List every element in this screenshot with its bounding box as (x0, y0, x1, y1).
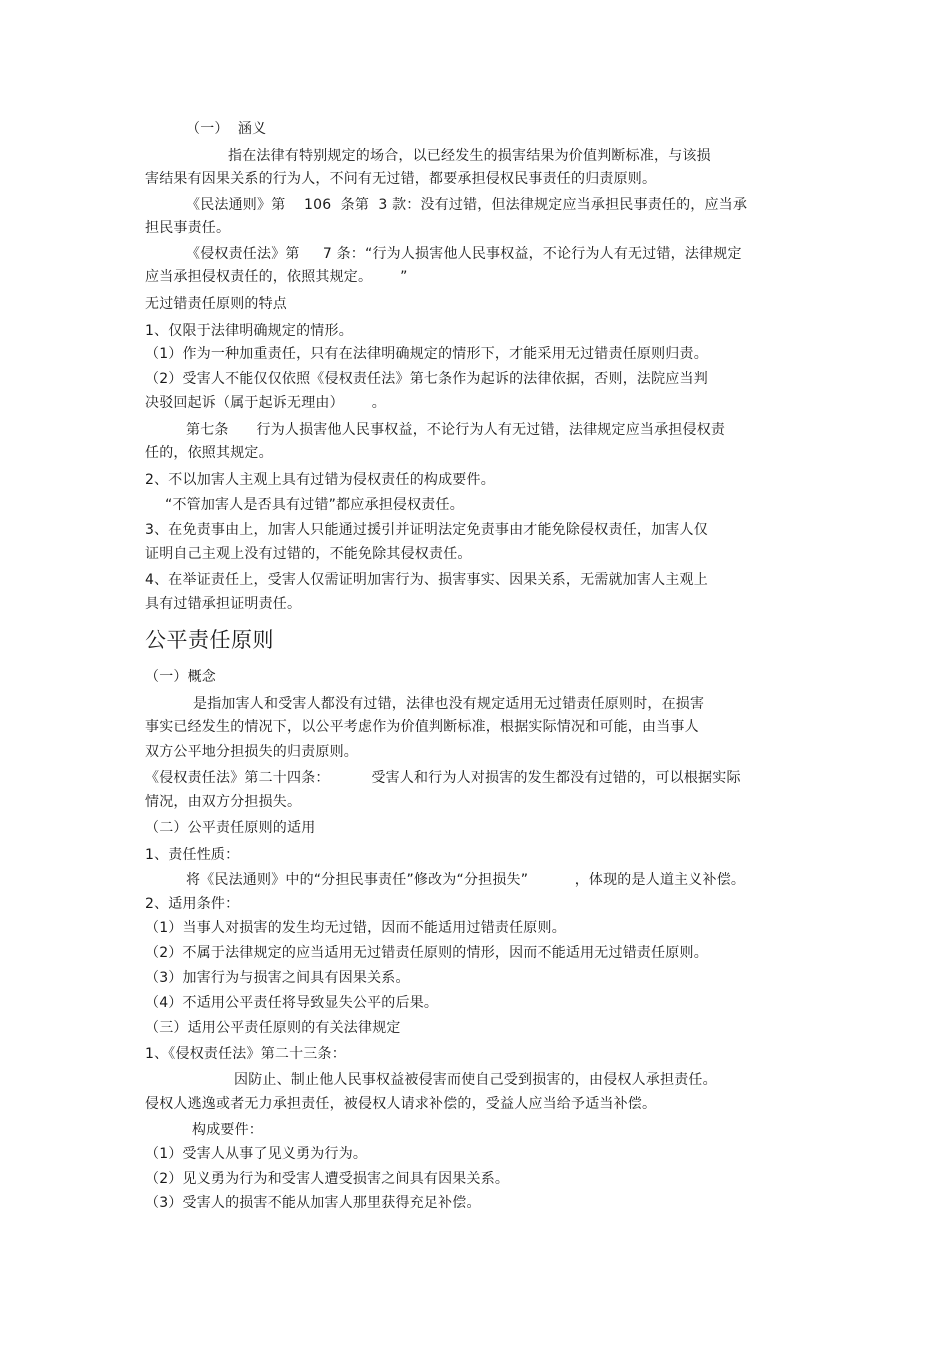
nature-text: 将《民法通则》中的“分担民事责任”修改为“分担损失” ，体现的是人道主义补偿。 (186, 872, 746, 888)
condition-4: （4）不适用公平责任将导致显失公平的后果。 (145, 995, 439, 1011)
definition-line-2: 害结果有因果关系的行为人，不问有无过错，都要承担侵权民事责任的归责原则。 (145, 171, 657, 187)
tort-law-line-1: 《侵权责任法》第 7 条：“行为人损害他人民事权益，不论行为人有无过错，法律规定 (186, 246, 742, 262)
tort-law-line-2: 应当承担侵权责任的，依照其规定。 ” (145, 269, 408, 285)
feature-4-line-1: 4、在举证责任上，受害人仅需证明加害行为、损害事实、因果关系，无需就加害人主观上 (145, 572, 708, 588)
element-3: （3）受害人的损害不能从加害人那里获得充足补偿。 (145, 1195, 481, 1211)
element-1: （1）受害人从事了见义勇为行为。 (145, 1146, 368, 1162)
article-23-line-2: 侵权人逃逸或者无力承担责任，被侵权人请求补偿的，受益人应当给予适当补偿。 (145, 1096, 657, 1112)
article-23-heading: 1、《侵权责任法》第二十三条： (145, 1046, 346, 1062)
feature-1-item-2-line-1: （2）受害人不能仅仅依照《侵权责任法》第七条作为起诉的法律依据，否则，法院应当判 (145, 371, 708, 387)
nature-heading: 1、责任性质： (145, 847, 240, 863)
feature-2: 2、不以加害人主观上具有过错为侵权责任的构成要件。 (145, 472, 495, 488)
article-7-line-2: 任的，依照其规定。 (145, 445, 273, 461)
definition-line-1: 指在法律有特别规定的场合，以已经发生的损害结果为价值判断标准，与该损 (228, 148, 711, 164)
condition-1: （1）当事人对损害的发生均无过错，因而不能适用过错责任原则。 (145, 920, 566, 936)
feature-1-item-2-line-2: 决驳回起诉（属于起诉无理由） 。 (145, 395, 386, 411)
element-2: （2）见义勇为行为和受害人遭受损害之间具有因果关系。 (145, 1171, 510, 1187)
elements-heading: 构成要件： (192, 1122, 263, 1138)
concept-heading: （一）概念 (145, 669, 216, 685)
provisions-heading: （三）适用公平责任原则的有关法律规定 (145, 1020, 401, 1036)
condition-2: （2）不属于法律规定的应当适用无过错责任原则的情形，因而不能适用无过错责任原则。 (145, 945, 708, 961)
feature-4-line-2: 具有过错承担证明责任。 (145, 596, 302, 612)
subheading-meaning: （一） 涵义 (186, 121, 267, 137)
concept-line-1: 是指加害人和受害人都没有过错，法律也没有规定适用无过错责任原则时，在损害 (193, 696, 705, 712)
feature-2-quote: “不管加害人是否具有过错”都应承担侵权责任。 (165, 497, 464, 513)
article-23-line-1: 因防止、制止他人民事权益被侵害而使自己受到损害的，由侵权人承担责任。 (234, 1072, 717, 1088)
feature-3-line-1: 3、在免责事由上，加害人只能通过援引并证明法定免责事由才能免除侵权责任，加害人仅 (145, 522, 708, 538)
features-title: 无过错责任原则的特点 (145, 296, 287, 312)
feature-3-line-2: 证明自己主观上没有过错的，不能免除其侵权责任。 (145, 546, 472, 562)
conditions-heading: 2、适用条件： (145, 896, 240, 912)
condition-3: （3）加害行为与损害之间具有因果关系。 (145, 970, 410, 986)
article-24-line-2: 情况，由双方分担损失。 (145, 794, 302, 810)
application-heading: （二）公平责任原则的适用 (145, 820, 316, 836)
civil-law-line-1: 《民法通则》第 106 条第 3 款：没有过错，但法律规定应当承担民事责任的，应当承 (186, 197, 748, 213)
feature-1-item-1: （1）作为一种加重责任，只有在法律明确规定的情形下，才能采用无过错责任原则归责。 (145, 346, 708, 362)
section-title-fairness: 公平责任原则 (145, 628, 274, 652)
feature-1: 1、仅限于法律明确规定的情形。 (145, 323, 353, 339)
concept-line-2: 事实已经发生的情况下，以公平考虑作为价值判断标准，根据实际情况和可能，由当事人 (145, 719, 699, 735)
concept-line-3: 双方公平地分担损失的归责原则。 (145, 744, 358, 760)
article-7-line-1: 第七条 行为人损害他人民事权益，不论行为人有无过错，法律规定应当承担侵权责 (186, 422, 726, 438)
article-24-line-1: 《侵权责任法》第二十四条： 受害人和行为人对损害的发生都没有过错的，可以根据实际 (145, 770, 741, 786)
civil-law-line-2: 担民事责任。 (145, 220, 231, 236)
